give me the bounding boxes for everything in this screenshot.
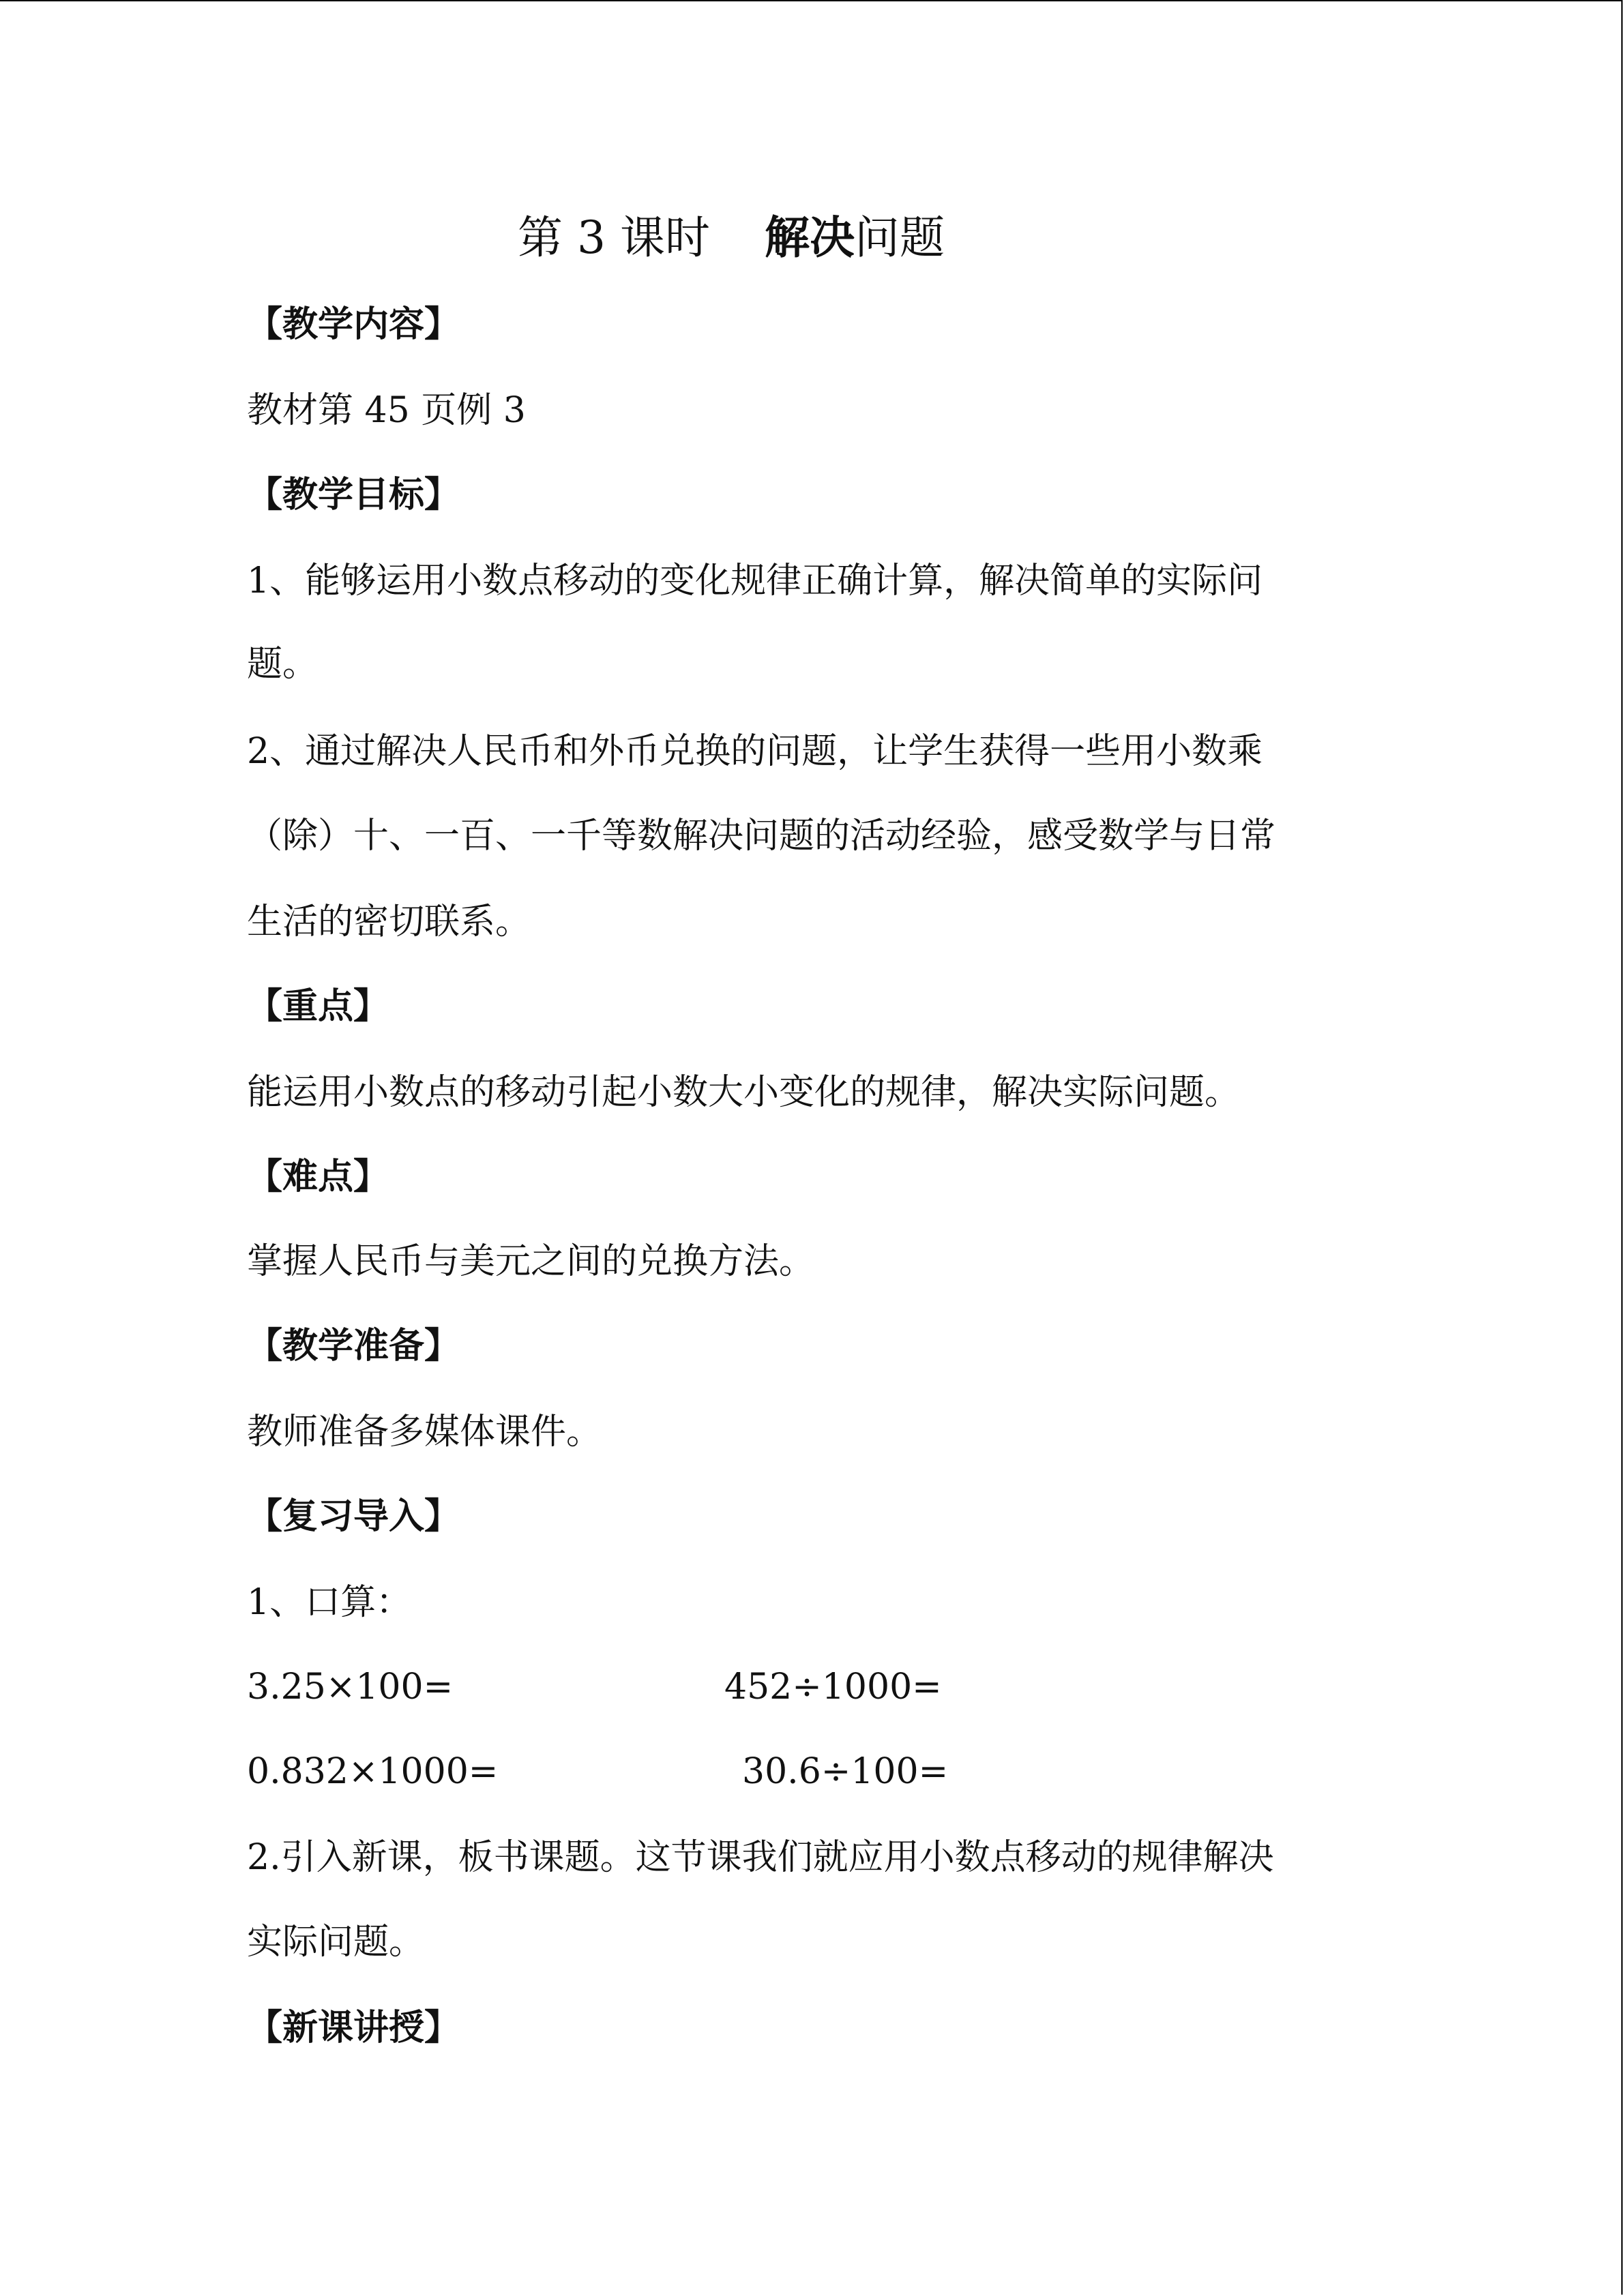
section-heading-review: 【复习导入】: [247, 1495, 460, 1537]
key-point-text: 能运用小数点的移动引起小数大小变化的规律，解决实际问题。: [247, 1072, 1241, 1113]
goal-1-line-2: 题。: [247, 644, 319, 685]
section-heading-preparation: 【教学准备】: [247, 1325, 460, 1367]
goal-1-line-1: 1、能够运用小数点移动的变化规律正确计算，解决简单的实际问: [247, 561, 1263, 601]
page-title: [247, 203, 1215, 272]
preparation-text: 教师准备多媒体课件。: [247, 1412, 602, 1452]
review-item-2-line-1: 2.引入新课，板书课题。这节课我们就应用小数点移动的规律解决: [247, 1837, 1274, 1878]
review-item-2-line-2: 实际问题。: [247, 1922, 425, 1963]
goal-2-line-1: 2、通过解决人民币和外币兑换的问题，让学生获得一些用小数乘: [247, 731, 1263, 772]
section-heading-goals: 【教学目标】: [247, 474, 460, 516]
section-heading-content: 【教学内容】: [247, 303, 460, 345]
calc-row-2-left: 0.832×1000=: [247, 1751, 499, 1792]
title-lesson-number: 第 3 课时: [518, 211, 710, 264]
content-text: 教材第 45 页例 3: [247, 390, 526, 431]
calc-row-1-left: 3.25×100=: [247, 1667, 454, 1708]
goal-2-line-2: （除）十、一百、一千等数解决问题的活动经验，感受数学与日常: [247, 816, 1276, 856]
review-item-1: 1、口算：: [247, 1582, 412, 1623]
goal-2-line-3: 生活的密切联系。: [247, 901, 531, 942]
title-rest: 问题: [854, 211, 945, 264]
section-heading-key-point: 【重点】: [247, 985, 389, 1027]
calc-row-2-right: 30.6÷100=: [742, 1751, 949, 1792]
calc-row-1-right: 452÷1000=: [724, 1667, 942, 1708]
section-heading-new-lesson: 【新课讲授】: [247, 2007, 460, 2048]
difficulty-text: 掌握人民币与美元之间的兑换方法。: [247, 1241, 815, 1282]
section-heading-difficulty: 【难点】: [247, 1156, 389, 1197]
title-bold-part: 解决: [764, 211, 855, 264]
